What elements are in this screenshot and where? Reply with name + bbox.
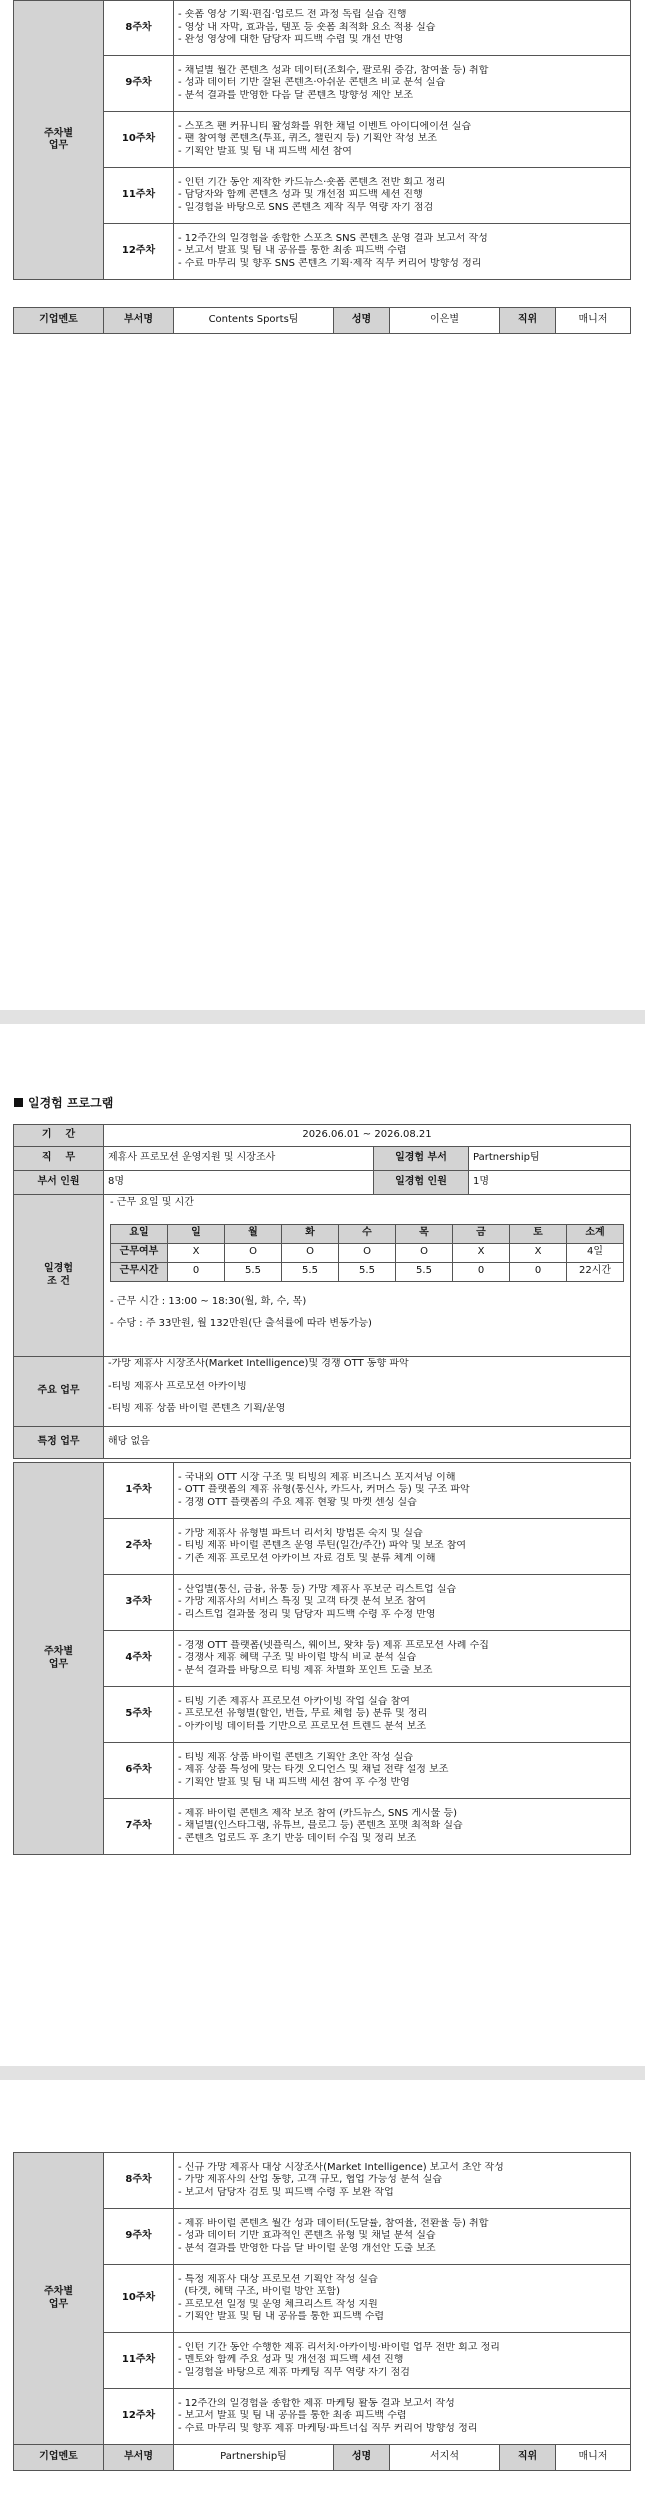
- page-2: [0, 1024, 645, 2066]
- week-label: 10주차: [104, 112, 174, 168]
- schedule-row-label: 근무여부: [111, 1243, 168, 1262]
- task-line: - 국내외 OTT 시장 구조 및 티빙의 제휴 비즈니스 포지셔닝 이해: [178, 1471, 456, 1483]
- schedule-cell: 5.5: [396, 1262, 453, 1281]
- schedule-header: 소계: [567, 1224, 624, 1243]
- task-line: - 산업별(통신, 금융, 유통 등) 가망 제휴사 후보군 리스트업 실습: [178, 1583, 457, 1595]
- special-duties-label: 특정 업무: [14, 1427, 104, 1459]
- position-label: 직위: [500, 2445, 556, 2471]
- week-label: 3주차: [104, 1575, 174, 1631]
- main-duties: [104, 1357, 631, 1427]
- week-label: 12주차: [104, 2389, 174, 2445]
- schedule-cell: 5.5: [339, 1262, 396, 1281]
- task-line: - 보고서 발표 및 팀 내 공유를 통한 최종 피드백 수렴: [178, 2410, 407, 2422]
- schedule-cell: O: [339, 1243, 396, 1262]
- schedule-header: 화: [282, 1224, 339, 1243]
- task-line: - 티빙 제휴 바이럴 콘텐츠 운영 루틴(일간/주간) 파악 및 보조 참여: [178, 1540, 467, 1552]
- conditions-label: 일경험 조 건: [14, 1195, 104, 1357]
- duty-line: -티빙 제휴 상품 바이럴 콘텐츠 기획/운영: [108, 1403, 286, 1414]
- task-line: - 성과 데이터 기반 효과적인 콘텐츠 유형 및 채널 분석 실습: [178, 2230, 436, 2242]
- schedule-header: 금: [453, 1224, 510, 1243]
- section-title: 일경험 프로그램: [14, 1094, 113, 1111]
- task-line: - 담당자와 함께 콘텐츠 성과 및 개선점 피드백 세션 진행: [178, 189, 423, 201]
- week-label: 10주차: [104, 2265, 174, 2333]
- staff-value: 8명: [104, 1171, 374, 1195]
- task-line: - 수료 마무리 및 향후 SNS 콘텐츠 기획·제작 직무 커리어 방향성 정리: [178, 257, 482, 269]
- week-tasks: [174, 2209, 631, 2265]
- week-label: 8주차: [104, 2153, 174, 2209]
- period-label: 기 간: [14, 1125, 104, 1147]
- week-label: 1주차: [104, 1463, 174, 1519]
- position-value: 매니저: [556, 308, 631, 334]
- name-label: 성명: [334, 308, 390, 334]
- schedule-cell: 4일: [567, 1243, 624, 1262]
- mentor-table-p1: [13, 307, 631, 334]
- weekly-tasks-label: 주차별 업무: [14, 1, 104, 280]
- name-value: 서지석: [390, 2445, 500, 2471]
- schedule-cell: O: [282, 1243, 339, 1262]
- task-line: - 신규 가망 제휴사 대상 시장조사(Market Intelligence) 보고서 초안 작성: [178, 2161, 504, 2173]
- schedule-header: 일: [168, 1224, 225, 1243]
- interns-value: 1명: [469, 1171, 631, 1195]
- task-line: - 채널별 월간 콘텐츠 성과 데이터(조회수, 팔로워 증감, 참여율 등) 취합: [178, 64, 489, 76]
- week-tasks: [174, 1799, 631, 1855]
- page-1: [0, 0, 645, 1010]
- week-tasks: [174, 1575, 631, 1631]
- week-tasks: [174, 1631, 631, 1687]
- conditions-cell: [104, 1195, 631, 1357]
- weekly-tasks-table-p3: [13, 2152, 631, 2445]
- weekly-tasks-table-p2: [13, 1462, 631, 1855]
- task-line: - 스포츠 팬 커뮤니티 활성화를 위한 채널 이벤트 아이디에이션 실습: [178, 120, 472, 132]
- name-value: 이은별: [390, 308, 500, 334]
- weekly-tasks-table-p1: [13, 0, 631, 280]
- week-label: 9주차: [104, 2209, 174, 2265]
- week-label: 8주차: [104, 1, 174, 56]
- mentor-label: 기업멘토: [14, 308, 104, 334]
- task-line: - OTT 플랫폼의 제휴 유형(통신사, 카드사, 커머스 등) 및 구조 파악: [178, 1484, 470, 1496]
- week-tasks: [174, 1519, 631, 1575]
- task-line: - 기획안 발표 및 팀 내 공유를 통한 피드백 수렴: [178, 2311, 385, 2322]
- period-value: 2026.06.01 ~ 2026.08.21: [104, 1125, 631, 1147]
- task-line: (타겟, 혜택 구조, 바이럴 방안 포함): [178, 2286, 340, 2297]
- week-tasks: [174, 1743, 631, 1799]
- task-line: - 제휴 바이럴 콘텐츠 제작 보조 참여 (카드뉴스, SNS 게시물 등): [178, 1807, 458, 1819]
- duty-line: -가망 제휴사 시장조사(Market Intelligence)및 경쟁 OTT 동향 파악: [108, 1358, 409, 1369]
- special-duties: 해당 없음: [104, 1427, 631, 1459]
- schedule-cell: 0: [453, 1262, 510, 1281]
- week-label: 11주차: [104, 2333, 174, 2389]
- task-line: - 기획안 발표 및 팀 내 피드백 세션 참여: [178, 145, 352, 157]
- position-value: 매니저: [556, 2445, 631, 2471]
- task-line: - 보고서 담당자 검토 및 피드백 수령 후 보완 작업: [178, 2186, 394, 2198]
- schedule-cell: 5.5: [225, 1262, 282, 1281]
- week-tasks: [174, 1687, 631, 1743]
- interns-label: 일경험 인원: [374, 1171, 469, 1195]
- schedule-table: [110, 1224, 624, 1282]
- task-line: - 가망 제휴사의 산업 동향, 고객 규모, 협업 가능성 분석 실습: [178, 2174, 442, 2186]
- dept-value: Contents Sports팀: [174, 308, 334, 334]
- week-label: 12주차: [104, 224, 174, 280]
- dept-label: 일경험 부서: [374, 1147, 469, 1171]
- position-label: 직위: [500, 308, 556, 334]
- task-line: - 인턴 기간 동안 제작한 카드뉴스·숏폼 콘텐츠 전반 회고 정리: [178, 176, 446, 188]
- page-gap: [0, 2066, 645, 2080]
- schedule-cell: X: [168, 1243, 225, 1262]
- schedule-cell: 5.5: [282, 1262, 339, 1281]
- schedule-header: 월: [225, 1224, 282, 1243]
- week-label: 7주차: [104, 1799, 174, 1855]
- square-bullet-icon: [14, 1098, 23, 1107]
- staff-label: 부서 인원: [14, 1171, 104, 1195]
- schedule-header: 수: [339, 1224, 396, 1243]
- week-tasks: [174, 56, 631, 112]
- mentor-table-p3: [13, 2444, 631, 2471]
- schedule-header: 요일: [111, 1224, 168, 1243]
- task-line: - 가망 제휴사 유형별 파트너 리서치 방법론 숙지 및 실습: [178, 1527, 423, 1539]
- task-line: - 기획안 발표 및 팀 내 피드백 세션 참여 후 수정 반영: [178, 1776, 410, 1788]
- mentor-label: 기업멘토: [14, 2445, 104, 2471]
- schedule-cell: O: [396, 1243, 453, 1262]
- task-line: - 12주간의 일경험을 종합한 제휴 마케팅 활동 결과 보고서 작성: [178, 2397, 455, 2409]
- task-line: - 경쟁 OTT 플랫폼의 주요 제휴 현황 및 마켓 센싱 실습: [178, 1496, 417, 1508]
- task-line: - 영상 내 자막, 효과음, 템포 등 숏폼 최적화 요소 적용 실습: [178, 21, 436, 33]
- weekly-tasks-label: 주차별 업무: [14, 2153, 104, 2445]
- task-line: - 일경험을 바탕으로 제휴 마케팅 직무 역량 자기 점검: [178, 2366, 410, 2378]
- task-line: - 팬 참여형 콘텐츠(투표, 퀴즈, 챌린지 등) 기획안 작성 보조: [178, 133, 437, 145]
- task-line: - 리스트업 결과물 정리 및 담당자 피드백 수령 후 수정 반영: [178, 1608, 436, 1620]
- task-line: - 보고서 발표 및 팀 내 공유를 통한 최종 피드백 수렴: [178, 245, 407, 257]
- dept-value: Partnership팀: [469, 1147, 631, 1171]
- task-line: - 가망 제휴사의 서비스 특징 및 고객 타겟 분석 보조 참여: [178, 1596, 426, 1608]
- schedule-cell: X: [510, 1243, 567, 1262]
- schedule-header: 토: [510, 1224, 567, 1243]
- task-line: - 특정 제휴사 대상 프로모션 기획안 작성 실습: [178, 2273, 378, 2285]
- schedule-cell: X: [453, 1243, 510, 1262]
- task-line: - 분석 결과를 바탕으로 티빙 제휴 차별화 포인트 도출 보조: [178, 1664, 433, 1676]
- conditions-intro: - 근무 요일 및 시간: [110, 1197, 194, 1208]
- task-line: - 분석 결과를 반영한 다음 달 바이럴 운영 개선안 도출 보조: [178, 2242, 436, 2254]
- task-line: - 아카이빙 데이터를 기반으로 프로모션 트렌드 분석 보조: [178, 1720, 427, 1732]
- task-line: - 경쟁사 제휴 혜택 구조 및 바이럴 방식 비교 분석 실습: [178, 1652, 417, 1664]
- weekly-tasks-label: 주차별 업무: [14, 1463, 104, 1855]
- duty-label: 직 무: [14, 1147, 104, 1171]
- page-3: [0, 2080, 645, 2506]
- week-tasks: [174, 112, 631, 168]
- dept-label: 부서명: [104, 2445, 174, 2471]
- schedule-cell: 0: [510, 1262, 567, 1281]
- conditions-pay: - 수당 : 주 33만원, 월 132만원(단 출석률에 따라 변동가능): [110, 1318, 372, 1329]
- duty-value: 제휴사 프로모션 운영지원 및 시장조사: [104, 1147, 374, 1171]
- week-label: 9주차: [104, 56, 174, 112]
- task-line: - 경쟁 OTT 플랫폼(넷플릭스, 웨이브, 왓챠 등) 제휴 프로모션 사례 수집: [178, 1639, 489, 1651]
- schedule-row-label: 근무시간: [111, 1262, 168, 1281]
- dept-label: 부서명: [104, 308, 174, 334]
- week-label: 4주차: [104, 1631, 174, 1687]
- week-tasks: [174, 2333, 631, 2389]
- task-line: - 12주간의 일경험을 종합한 스포츠 SNS 콘텐츠 운영 결과 보고서 작성: [178, 232, 488, 244]
- week-label: 2주차: [104, 1519, 174, 1575]
- task-line: - 숏폼 영상 기획·편집·업로드 전 과정 독립 실습 진행: [178, 9, 407, 21]
- schedule-cell: O: [225, 1243, 282, 1262]
- task-line: - 수료 마무리 및 향후 제휴 마케팅·파트너십 직무 커리어 방향성 정리: [178, 2422, 478, 2434]
- schedule-cell: 0: [168, 1262, 225, 1281]
- task-line: - 프로모션 일정 및 운영 체크리스트 작성 지원: [178, 2298, 378, 2310]
- week-label: 11주차: [104, 168, 174, 224]
- program-info-table: [13, 1124, 631, 1459]
- week-label: 5주차: [104, 1687, 174, 1743]
- task-line: - 프로모션 유형별(할인, 번들, 무료 체험 등) 분류 및 정리: [178, 1708, 428, 1720]
- conditions-hours: - 근무 시간 : 13:00 ~ 18:30(월, 화, 수, 목): [110, 1295, 307, 1307]
- task-line: - 티빙 제휴 상품 바이럴 콘텐츠 기획안 초안 작성 실습: [178, 1751, 414, 1763]
- task-line: - 완성 영상에 대한 담당자 피드백 수렴 및 개선 반영: [178, 34, 404, 46]
- task-line: - 제휴 바이럴 콘텐츠 월간 성과 데이터(도달률, 참여율, 전환율 등) 취합: [178, 2217, 489, 2229]
- task-line: - 분석 결과를 반영한 다음 달 콘텐츠 방향성 제안 보조: [178, 89, 414, 101]
- main-duties-label: 주요 업무: [14, 1357, 104, 1427]
- week-tasks: [174, 1, 631, 56]
- name-label: 성명: [334, 2445, 390, 2471]
- task-line: - 제휴 상품 특성에 맞는 타겟 오디언스 및 채널 전략 설정 보조: [178, 1764, 449, 1776]
- week-tasks: [174, 2265, 631, 2333]
- task-line: - 성과 데이터 기반 잘된 콘텐츠·아쉬운 콘텐츠 비교 분석 실습: [178, 77, 446, 89]
- week-label: 6주차: [104, 1743, 174, 1799]
- week-tasks: [174, 168, 631, 224]
- task-line: - 콘텐츠 업로드 후 초기 반응 데이터 수집 및 정리 보조: [178, 1832, 417, 1844]
- task-line: - 일경험을 바탕으로 SNS 콘텐츠 제작 직무 역량 자기 점검: [178, 201, 434, 213]
- duty-line: -티빙 제휴사 프로모션 아카이빙: [108, 1380, 247, 1392]
- task-line: - 기존 제휴 프로모션 아카이브 자료 검토 및 분류 체계 이해: [178, 1552, 436, 1564]
- task-line: - 채널별(인스타그램, 유튜브, 블로그 등) 콘텐츠 포맷 최적화 실습: [178, 1820, 463, 1832]
- schedule-cell: 22시간: [567, 1262, 624, 1281]
- task-line: - 멘토와 함께 주요 성과 및 개선점 피드백 세션 진행: [178, 2354, 404, 2366]
- task-line: - 티빙 기존 제휴사 프로모션 아카이빙 작업 실습 참여: [178, 1695, 410, 1707]
- schedule-header: 목: [396, 1224, 453, 1243]
- week-tasks: [174, 224, 631, 280]
- week-tasks: [174, 2389, 631, 2445]
- week-tasks: [174, 2153, 631, 2209]
- week-tasks: [174, 1463, 631, 1519]
- dept-value: Partnership팀: [174, 2445, 334, 2471]
- task-line: - 인턴 기간 동안 수행한 제휴 리서치·아카이빙·바이럴 업무 전반 회고 정리: [178, 2341, 500, 2353]
- page-gap: [0, 1010, 645, 1024]
